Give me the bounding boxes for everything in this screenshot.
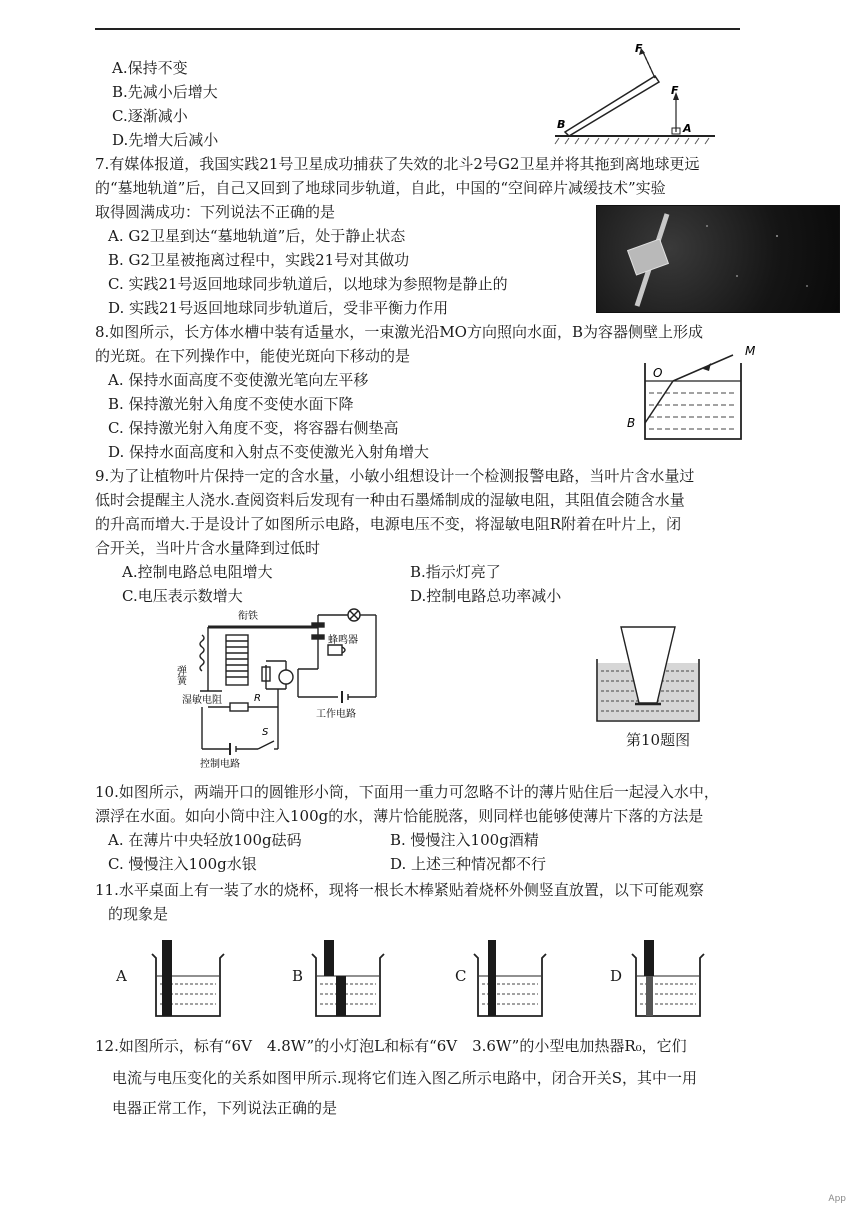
q6-option-a: A.保持不变 (112, 59, 188, 77)
q9-label-buzzer: 蜂鸣器 (328, 635, 358, 646)
q10-line-2: 漂浮在水面。如向小筒中注入100g的水，薄片恰能脱落，则同样也能够使薄片下落的方法是 (95, 807, 704, 825)
q6-label-b: B (557, 118, 566, 131)
q6-label-f1: F (635, 42, 643, 55)
q7-option-d: D. 实践21号返回地球同步轨道后，受非平衡力作用 (108, 299, 449, 317)
q11-label-a: A (116, 967, 127, 985)
q12-line-1: 12.如图所示，标有“6V 4.8W”的小灯泡L和标有“6V 3.6W”的小型电加热器R₀，它们 (95, 1037, 687, 1055)
q11-beaker-b (308, 938, 388, 1020)
top-rule (95, 28, 740, 30)
q8-option-c: C. 保持激光射入角度不变，将容器右侧垫高 (108, 419, 399, 437)
q11-beaker-c (470, 938, 550, 1020)
q9-option-b: B.指示灯亮了 (410, 563, 501, 581)
q8-label-o: O (653, 366, 663, 380)
q8-option-b: B. 保持激光射入角度不变使水面下降 (108, 395, 354, 413)
footer-watermark: App (828, 1194, 846, 1204)
q6-option-c: C.逐渐减小 (112, 107, 188, 125)
q7-satellite-photo (596, 205, 840, 313)
q9-label-sensor: 湿敏电阻 (182, 695, 222, 706)
q11-line-1: 11.水平桌面上有一装了水的烧杯，现将一根长木棒紧贴着烧杯外侧竖直放置，以下可能观察 (95, 881, 704, 899)
q10-cone-figure (595, 625, 705, 725)
q8-tank-figure (625, 345, 755, 445)
q8-option-d: D. 保持水面高度和入射点不变使激光入射角增大 (108, 443, 430, 461)
q8-label-b: B (627, 416, 636, 430)
q9-line-2: 低时会提醒主人浇水.查阅资料后发现有一种由石墨烯制成的湿敏电阻，其阻值会随含水量 (95, 491, 685, 509)
q9-label-spring: 弹簧 (174, 665, 186, 685)
q11-line-2: 的现象是 (108, 905, 169, 923)
q7-option-b: B. G2卫星被拖离过程中，实践21号对其做功 (108, 251, 410, 269)
q10-option-b: B. 慢慢注入100g酒精 (390, 831, 539, 849)
q9-line-3: 的升高而增大.于是设计了如图所示电路，电源电压不变，将湿敏电阻R附着在叶片上，闭 (95, 515, 682, 533)
q7-line-2: 的“墓地轨道”后，自己又回到了地球同步轨道，自此，中国的“空间碎片减缓技术”实验 (95, 179, 666, 197)
q6-option-b: B.先减小后增大 (112, 83, 218, 101)
q9-option-c: C.电压表示数增大 (122, 587, 243, 605)
q11-beaker-a (148, 938, 228, 1020)
q6-label-f2: F (671, 84, 679, 97)
q9-option-d: D.控制电路总功率减小 (410, 587, 562, 605)
q6-lever-figure (555, 40, 720, 145)
q9-line-1: 9.为了让植物叶片保持一定的含水量，小敏小组想设计一个检测报警电路，当叶片含水量过 (95, 467, 695, 485)
q9-label-r: R (254, 693, 261, 704)
q7-line-1: 7.有媒体报道，我国实践21号卫星成功捕获了失效的北斗2号G2卫星并将其拖到离地球更远 (95, 155, 700, 173)
q8-label-m: M (745, 344, 756, 358)
q10-option-c: C. 慢慢注入100g水银 (108, 855, 257, 873)
q6-label-a: A (683, 122, 692, 135)
q8-option-a: A. 保持水面高度不变使激光笔向左平移 (108, 371, 369, 389)
q11-label-b: B (292, 967, 304, 985)
q10-line-1: 10.如图所示，两端开口的圆锥形小筒，下面用一重力可忽略不计的薄片贴住后一起浸入水中， (95, 783, 719, 801)
q10-option-d: D. 上述三种情况都不行 (390, 855, 547, 873)
q9-option-a: A.控制电路总电阻增大 (122, 563, 273, 581)
q8-line-1: 8.如图所示，长方体水槽中装有适量水，一束激光沿MO方向照向水面，B为容器侧壁上形成 (95, 323, 703, 341)
q12-line-3: 电器正常工作，下列说法正确的是 (112, 1099, 338, 1117)
q11-beaker-d (628, 938, 708, 1020)
q11-label-c: C (455, 967, 467, 985)
q10-figure-caption: 第10题图 (626, 731, 691, 749)
q7-line-3: 取得圆满成功：下列说法不正确的是 (95, 203, 336, 221)
q9-label-s: S (262, 727, 269, 738)
q6-option-d: D.先增大后减小 (112, 131, 219, 149)
q12-line-2: 电流与电压变化的关系如图甲所示.现将它们连入图乙所示电路中，闭合开关S，其中一用 (112, 1069, 698, 1087)
q11-label-d: D (610, 967, 623, 985)
q9-label-control: 控制电路 (200, 759, 240, 770)
q9-label-work: 工作电路 (316, 709, 356, 720)
q9-circuit-figure (174, 605, 388, 770)
q9-label-iron: 衔铁 (238, 611, 258, 622)
q10-option-a: A. 在薄片中央轻放100g砝码 (108, 831, 302, 849)
q7-option-a: A. G2卫星到达“墓地轨道”后，处于静止状态 (108, 227, 406, 245)
q7-option-c: C. 实践21号返回地球同步轨道后，以地球为参照物是静止的 (108, 275, 508, 293)
q9-line-4: 合开关，当叶片含水量降到过低时 (95, 539, 321, 557)
q8-line-2: 的光斑。在下列操作中，能使光斑向下移动的是 (95, 347, 411, 365)
